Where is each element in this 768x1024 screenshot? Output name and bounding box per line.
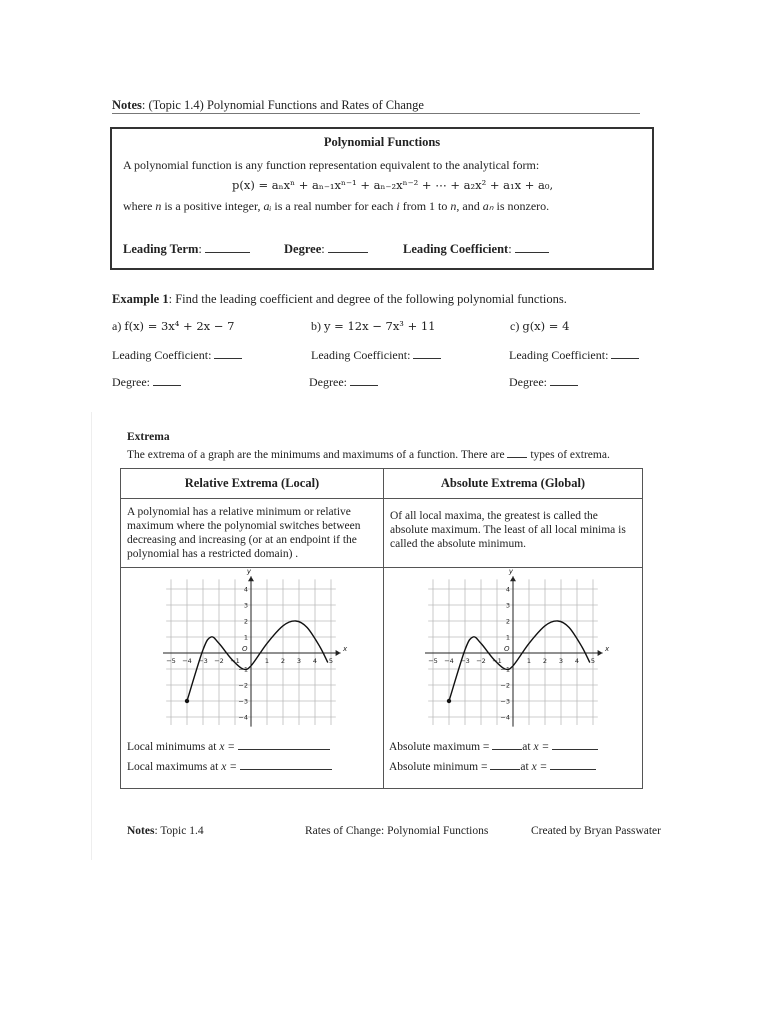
relative-graph-cell (121, 568, 384, 789)
example1-part-b: b) y = 12x − 7x³ + 11 (311, 319, 436, 333)
y-tick-label: −2 (500, 681, 510, 690)
degree-blank[interactable] (328, 241, 368, 253)
y-tick-label: 4 (243, 585, 248, 594)
x-tick-label: −3 (460, 657, 470, 665)
y-tick-label: 2 (505, 617, 510, 626)
x-tick-label: −1 (230, 657, 240, 665)
example1-part-a: a) f(x) = 3x⁴ + 2x − 7 (112, 319, 235, 333)
polynomial-definition-box (110, 127, 654, 270)
footer-notes: Notes: Topic 1.4 (127, 825, 204, 837)
x-tick-label: −1 (492, 657, 502, 665)
x-axis-arrow (598, 650, 603, 656)
y-tick-label: −3 (500, 697, 510, 706)
x-tick-label: 4 (574, 657, 580, 665)
absolute-extrema-graph (428, 567, 610, 728)
leading-term-field: Leading Term: (123, 241, 250, 257)
definition-intro: A polynomial function is any function representation equivalent to the analytical form: (123, 158, 540, 172)
part-a-leading-coefficient: Leading Coefficient: (112, 347, 242, 363)
x-tick-label: 2 (280, 657, 286, 665)
relative-extrema-description: A polynomial has a relative minimum or relative maximum where the polynomial switches between decreasing and increasing (or at an endpoint if the polynomial has a restricted domain) . (121, 499, 384, 568)
y-tick-label: 1 (243, 633, 248, 642)
definition-title: Polynomial Functions (323, 135, 441, 149)
footer-credit: Created by Bryan Passwater (531, 825, 661, 837)
example1-part-c: c) g(x) = 4 (510, 319, 570, 333)
y-axis-label: y (246, 567, 252, 576)
types-blank[interactable] (507, 446, 527, 458)
x-tick-label: 2 (542, 657, 548, 665)
y-tick-label: 4 (505, 585, 510, 594)
local-maximums-field: Local maximums at x = (127, 758, 332, 773)
y-axis-arrow (510, 576, 516, 581)
notes-title: : (Topic 1.4) Polynomial Functions and Rates of Change (141, 98, 424, 112)
x-tick-label: −3 (198, 657, 208, 665)
y-tick-label: −1 (238, 665, 248, 674)
leading-term-blank[interactable] (205, 241, 250, 253)
x-axis-label: x (343, 645, 348, 653)
absolute-graph-cell (384, 568, 643, 789)
polynomial-curve (187, 621, 328, 701)
part-b-leading-coefficient: Leading Coefficient: (311, 347, 441, 363)
origin-label: O (504, 645, 510, 653)
footer-center: Rates of Change: Polynomial Functions (305, 825, 489, 837)
polynomial-curve (449, 621, 590, 701)
y-tick-label: −2 (238, 681, 248, 690)
x-tick-label: −5 (428, 657, 438, 665)
x-tick-label: 5 (590, 657, 596, 665)
y-tick-label: −4 (238, 713, 248, 722)
absolute-minimum-field: Absolute minimum = at x = (389, 758, 596, 773)
y-tick-label: 2 (243, 617, 248, 626)
absolute-maximum-field: Absolute maximum = at x = (389, 738, 598, 753)
y-axis-label: y (508, 567, 514, 576)
y-axis-arrow (248, 576, 254, 581)
x-tick-label: −4 (444, 657, 454, 665)
extrema-table (120, 468, 643, 789)
part-c-degree: Degree: (509, 374, 578, 390)
part-b-degree: Degree: (309, 374, 378, 390)
x-tick-label: −2 (214, 657, 224, 665)
y-tick-label: 3 (505, 601, 510, 610)
y-tick-label: −1 (500, 665, 510, 674)
x-tick-label: 3 (296, 657, 302, 665)
endpoint-dot (447, 699, 451, 703)
relative-extrema-header-cell: Relative Extrema (Local) (121, 469, 384, 499)
y-tick-label: −4 (500, 713, 510, 722)
y-tick-label: 1 (505, 633, 510, 642)
x-tick-label: 1 (526, 657, 532, 665)
y-tick-label: −3 (238, 697, 248, 706)
relative-extrema-graph (166, 567, 348, 728)
leading-coefficient-field: Leading Coefficient: (403, 241, 549, 257)
page-header (112, 98, 424, 113)
x-tick-label: −4 (182, 657, 192, 665)
degree-field: Degree: (284, 241, 368, 257)
x-tick-label: 4 (312, 657, 318, 665)
origin-label: O (242, 645, 248, 653)
leading-coefficient-blank[interactable] (515, 241, 549, 253)
x-tick-label: 3 (558, 657, 564, 665)
x-axis-arrow (336, 650, 341, 656)
page-edge-line (91, 412, 92, 860)
endpoint-dot (185, 699, 189, 703)
extrema-title: Extrema (127, 431, 170, 443)
example1-heading: Example 1: Find the leading coefficient and degree of the following polynomial functions. (112, 292, 567, 306)
part-a-degree: Degree: (112, 374, 181, 390)
notes-label: Notes (112, 98, 142, 112)
absolute-extrema-header-cell: Absolute Extrema (Global) (384, 469, 643, 499)
x-tick-label: 1 (264, 657, 270, 665)
definition-where: where n is a positive integer, aᵢ is a real number for each i from 1 to n, and aₙ is nonzero. (123, 199, 550, 213)
extrema-intro: The extrema of a graph are the minimums and maximums of a function. There are types of extrema. (127, 446, 610, 461)
part-c-leading-coefficient: Leading Coefficient: (509, 347, 639, 363)
polynomial-formula: p(x) = aₙxⁿ + aₙ₋₁xⁿ⁻¹ + aₙ₋₂xⁿ⁻² + ⋯ + a₂x² + a₁x + a₀, (232, 178, 554, 192)
x-axis-label: x (605, 645, 610, 653)
x-tick-label: −5 (166, 657, 176, 665)
x-tick-label: 5 (328, 657, 334, 665)
local-minimums-field: Local minimums at x = (127, 738, 330, 753)
x-tick-label: −2 (476, 657, 486, 665)
y-tick-label: 3 (243, 601, 248, 610)
header-rule (112, 113, 640, 114)
absolute-extrema-description: Of all local maxima, the greatest is called the absolute maximum. The least of all local minima is called the absolute minimum. (384, 499, 643, 568)
